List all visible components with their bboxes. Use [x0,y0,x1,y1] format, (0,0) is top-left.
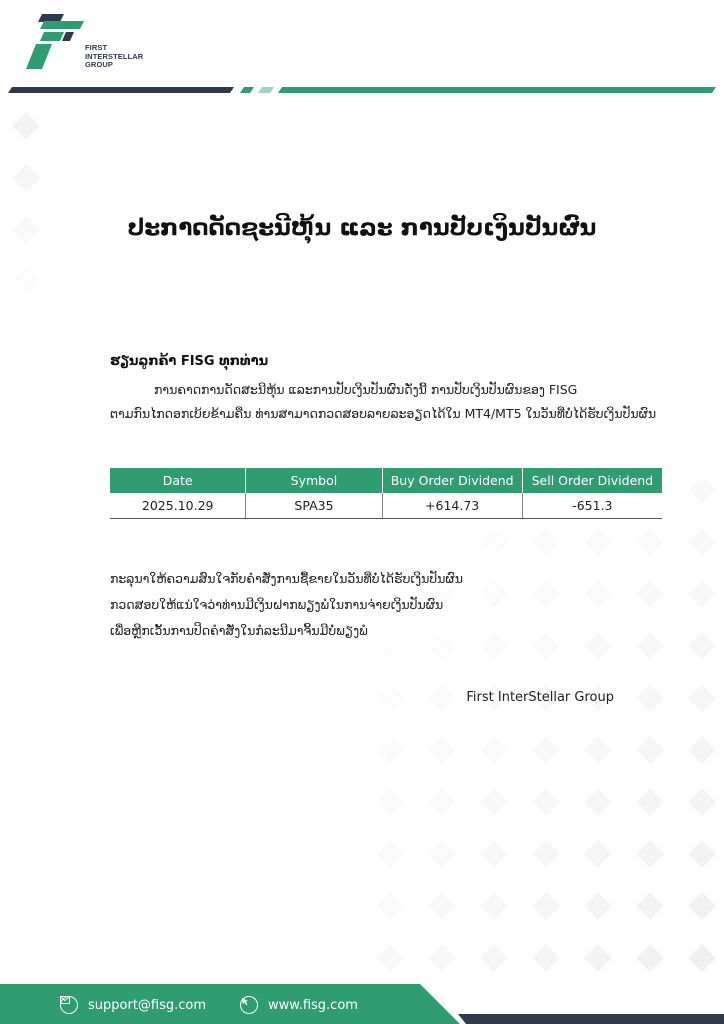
cursor-icon [240,996,258,1014]
column-header-buy-dividend: Buy Order Dividend [382,468,522,493]
table-header-row [110,468,662,493]
intro-line-1: ການຄາດການດັດສະນີຫຸ້ນ ແລະການປັບເງິນປັນຜົນດັ່ງນີ້ ການປັບເງິນປັນຜົນຂອງ FISG [154,382,578,397]
footer-email[interactable] [60,996,206,1014]
footer [0,984,724,1024]
footer-email-text[interactable]: support@fisg.com [88,997,207,1013]
cell-buy-dividend: +614.73 [382,493,522,519]
note-item: ເພື່ອຫຼີກເວັ້ນການປິດຄໍາສັ່ງໃນກໍລະນີມາຈິ້ນມີບໍ່ພຽງພໍ [110,623,368,638]
column-header-sell-dividend: Sell Order Dividend [522,468,662,493]
column-header-date: Date [110,468,246,493]
footer-website[interactable] [240,996,358,1014]
signature: First InterStellar Group [466,690,614,705]
table-row [110,493,662,519]
intro-line-2: ຕາມກົນໄກດອກເບ້ຍຂ້າມຄືນ ທ່ານສາມາດກວດສອບລາຍລະອຽດໄດ້ໃນ MT4/MT5 ໃນວັນທີ່ບໍ່ໄດ້ຮັບເງິນປັນຜົນ [110,406,657,421]
notes-list [110,566,463,644]
column-header-symbol: Symbol [246,468,382,493]
header-divider [0,85,724,95]
company-logo [24,14,154,74]
cell-date: 2025.10.29 [110,493,246,519]
letter-body [110,352,662,426]
logo-line-2: INTERSTELLAR [85,51,144,61]
page-title: ປະກາດດັດຊະນີຫຸ້ນ ແລະ ການປັບເງິນປັນຜົນ [127,215,597,241]
cell-sell-dividend: -651.3 [522,493,662,519]
logo-line-1: FIRST [85,43,108,52]
note-item: ກະລຸນາໃຫ້ຄວາມສົນໃຈກັບຄໍາສັ່ງການຊື້ຂາຍໃນວັນທີ່ບໍ່ໄດ້ຮັບເງິນປັນຜົນ [110,571,463,586]
mail-icon [60,996,78,1014]
intro-paragraph [110,378,662,426]
note-item: ກວດສອບໃຫ້ແນ່ໃຈວ່າທ່ານມີເງິນຝາກພຽງພໍໃນການຈ່າຍເງິນປັນຜົນ [110,597,444,612]
footer-website-text[interactable]: www.fisg.com [268,997,358,1013]
dividend-table [110,468,662,519]
logo-mark-icon [24,14,84,74]
greeting: ຮຽນລູກຄ້າ FISG ທຸກທ່ານ [110,354,269,369]
logo-line-3: GROUP [85,60,114,69]
cell-symbol: SPA35 [246,493,382,519]
logo-text [85,44,143,70]
